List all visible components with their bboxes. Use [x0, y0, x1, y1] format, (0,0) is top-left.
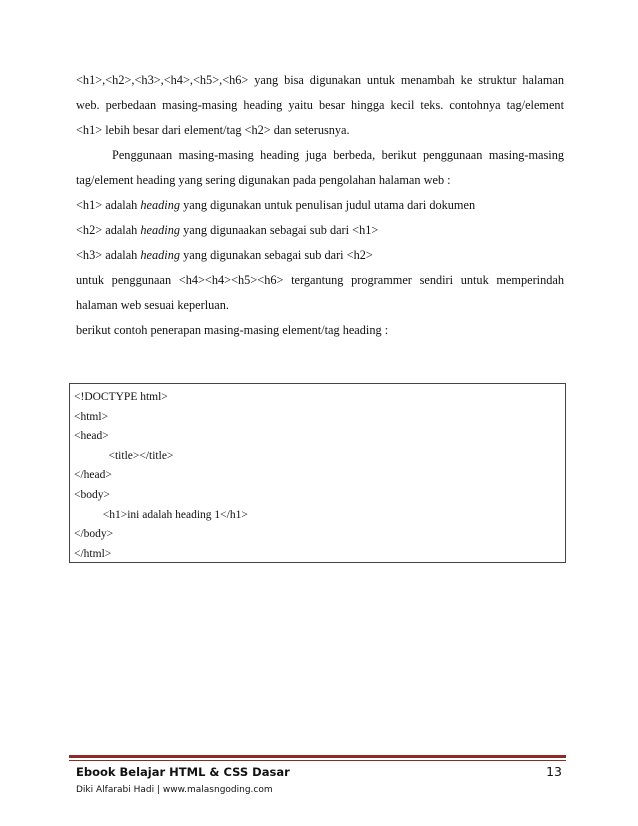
footer-divider-thin [69, 760, 566, 761]
h3-desc-prefix: <h3> adalah [76, 248, 141, 262]
code-example-box [69, 383, 566, 563]
h2-desc-prefix: <h2> adalah [76, 223, 141, 237]
paragraph-2-line-1: Penggunaan masing-masing heading juga berbeda, berikut penggunaan masing-masing [112, 148, 564, 162]
h1-desc-em: heading [140, 198, 181, 212]
h1-desc-prefix: <h1> adalah [76, 198, 141, 212]
code-line: <title></title> [74, 449, 174, 462]
code-line: <!DOCTYPE html> [74, 391, 168, 403]
paragraph-4: berikut contoh penerapan masing-masing element/tag heading : [76, 323, 389, 337]
code-line: </head> [74, 469, 112, 482]
paragraph-3-line-1: untuk penggunaan <h4><h4><h5><h6> tergantung programmer sendiri untuk memperindah [76, 273, 564, 287]
h2-desc-em: heading [140, 223, 181, 237]
footer-author: Diki Alfarabi Hadi | www.malasngoding.com [76, 785, 273, 795]
page-number: 13 [546, 764, 562, 779]
footer-divider-thick [69, 755, 566, 758]
code-line: <html> [74, 410, 109, 423]
code-line: <head> [74, 430, 109, 443]
h1-desc-suffix: yang digunakan untuk penulisan judul utama dari dokumen [180, 198, 476, 212]
paragraph-2-line-2: tag/element heading yang sering digunakan pada pengolahan halaman web : [76, 173, 451, 187]
h3-desc-em: heading [140, 248, 181, 262]
h3-desc-suffix: yang digunakan sebagai sub dari <h2> [180, 248, 373, 262]
h2-description [76, 218, 564, 243]
paragraph-1-line-3: <h1> lebih besar dari element/tag <h2> dan seterusnya. [76, 123, 350, 137]
h2-desc-suffix: yang digunaakan sebagai sub dari <h1> [180, 223, 379, 237]
footer-book-title: Ebook Belajar HTML & CSS Dasar [76, 765, 290, 779]
code-line: <h1>ini adalah heading 1</h1> [74, 508, 248, 521]
code-line: </html> [74, 547, 112, 560]
paragraph-3-line-2: halaman web sesuai keperluan. [76, 298, 229, 312]
paragraph-1-line-1: <h1>,<h2>,<h3>,<h4>,<h5>,<h6> yang bisa digunakan untuk menambah ke struktur halaman [76, 73, 564, 87]
h1-description [76, 193, 564, 218]
paragraph-1-line-2: web. perbedaan masing-masing heading yaitu besar hingga kecil teks. contohnya tag/element [76, 98, 564, 112]
code-line: </body> [74, 528, 114, 541]
h3-description [76, 243, 564, 268]
code-line: <body> [74, 488, 110, 501]
body-text [76, 68, 564, 343]
